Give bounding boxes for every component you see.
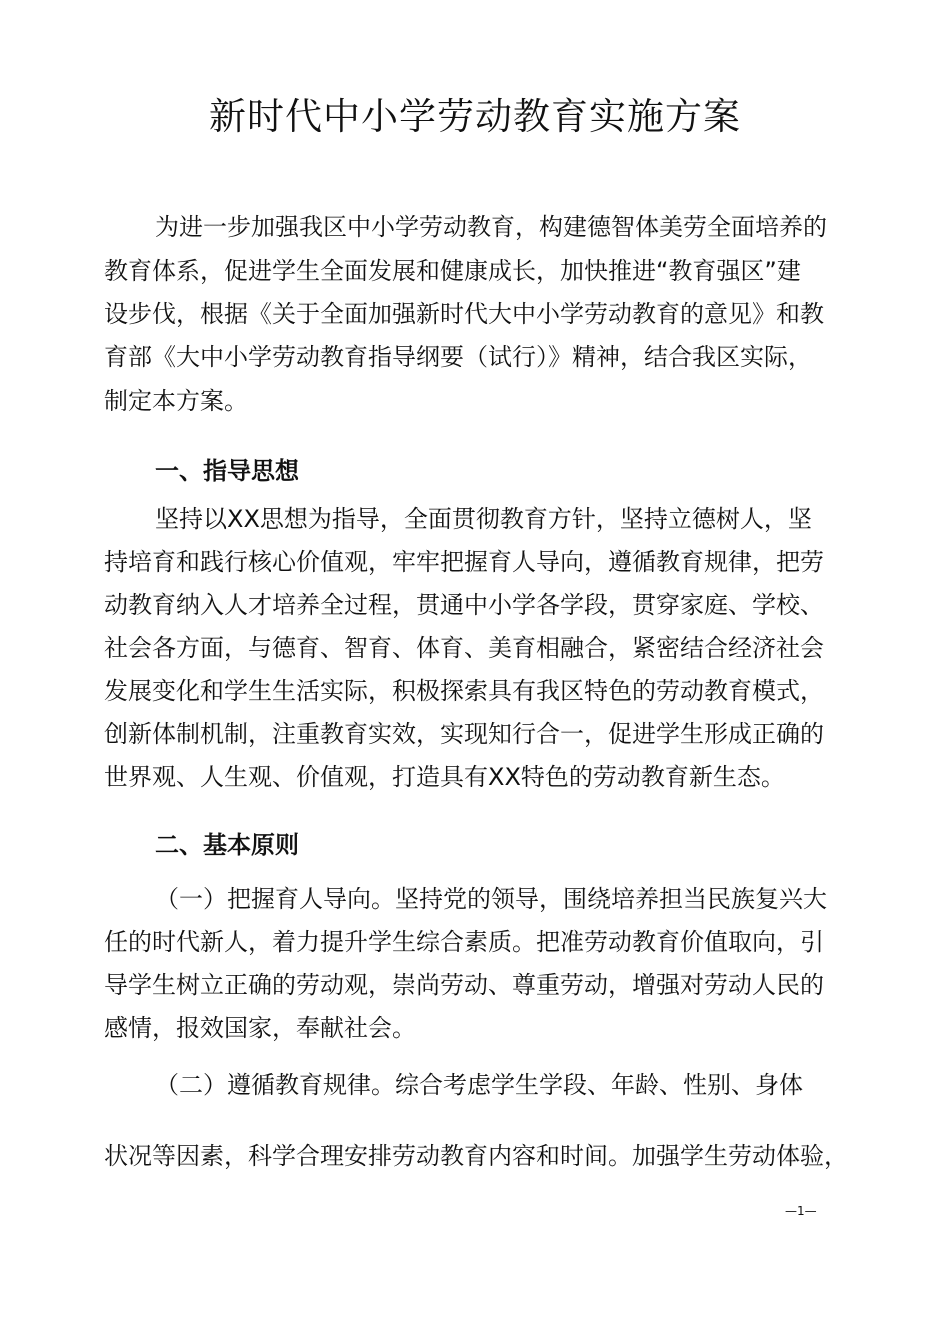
document-title: 新时代中小学劳动教育实施方案	[209, 95, 741, 138]
principle2-line-2: 状况等因素，科学合理安排劳动教育内容和时间。加强学生劳动体验，	[104, 1142, 848, 1170]
section1-line-1: 坚持以XX思想为指导，全面贯彻教育方针，坚持立德树人，坚	[155, 505, 812, 533]
principle1-line-4: 感情，报效国家，奉献社会。	[104, 1014, 416, 1042]
principle2-line-1: （二）遵循教育规律。综合考虑学生学段、年龄、性别、身体	[155, 1071, 803, 1099]
section1-line-6: 创新体制机制，注重教育实效，实现知行合一，促进学生形成正确的	[104, 720, 824, 748]
intro-line-2: 教育体系，促进学生全面发展和健康成长，加快推进“教育强区”建	[104, 257, 801, 285]
intro-line-4: 育部《大中小学劳动教育指导纲要（试行）》精神，结合我区实际，	[104, 343, 812, 371]
intro-line-3: 设步伐，根据《关于全面加强新时代大中小学劳动教育的意见》和教	[104, 300, 824, 328]
section-heading-guiding-ideology: 一、指导思想	[155, 457, 299, 485]
section1-line-5: 发展变化和学生生活实际，积极探索具有我区特色的劳动教育模式，	[104, 677, 824, 705]
intro-line-5: 制定本方案。	[104, 387, 248, 415]
principle1-line-1: （一）把握育人导向。坚持党的领导，围绕培养担当民族复兴大	[155, 885, 827, 913]
section1-line-4: 社会各方面，与德育、智育、体育、美育相融合，紧密结合经济社会	[104, 634, 824, 662]
principle1-line-3: 导学生树立正确的劳动观，崇尚劳动、尊重劳动，增强对劳动人民的	[104, 971, 824, 999]
section1-line-7: 世界观、人生观、价值观，打造具有XX特色的劳动教育新生态。	[104, 763, 785, 791]
section-heading-basic-principles: 二、基本原则	[155, 831, 299, 859]
section1-line-3: 动教育纳入人才培养全过程，贯通中小学各学段，贯穿家庭、学校、	[104, 591, 824, 619]
page-number: —1—	[785, 1204, 817, 1218]
intro-line-1: 为进一步加强我区中小学劳动教育，构建德智体美劳全面培养的	[155, 213, 827, 241]
section1-line-2: 持培育和践行核心价值观，牢牢把握育人导向，遵循教育规律，把劳	[104, 548, 824, 576]
principle1-line-2: 任的时代新人，着力提升学生综合素质。把准劳动教育价值取向，引	[104, 928, 824, 956]
